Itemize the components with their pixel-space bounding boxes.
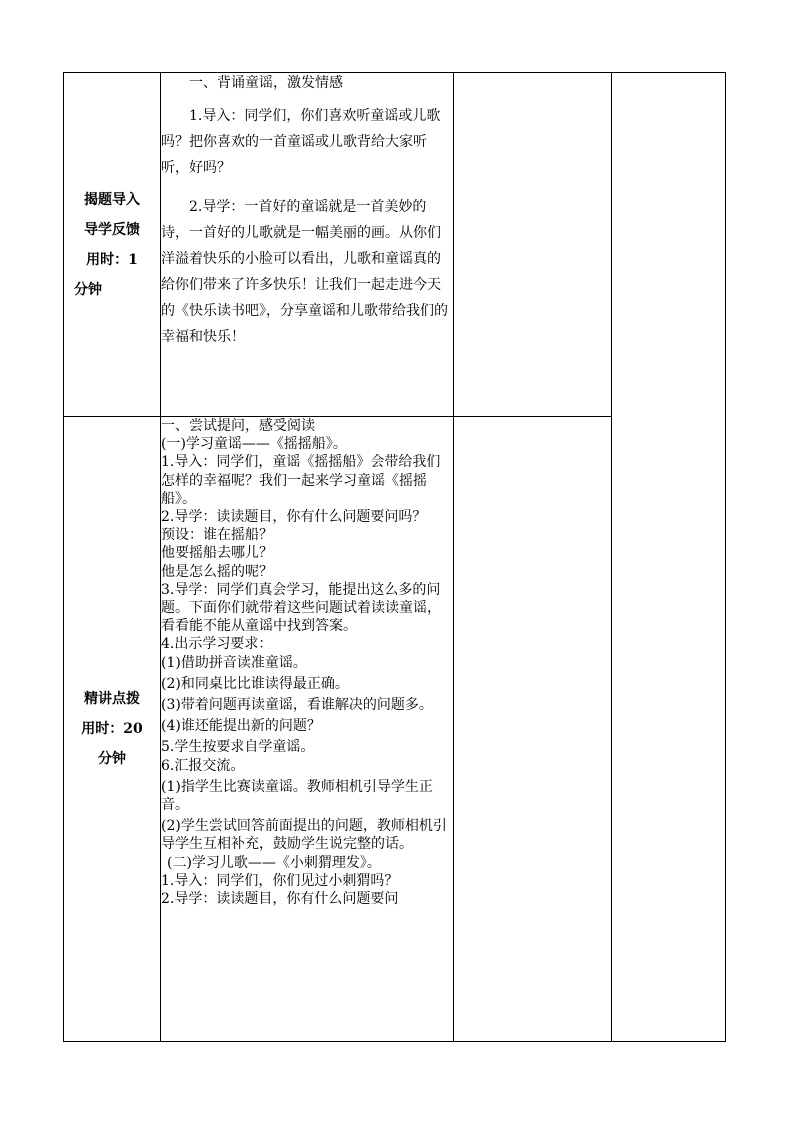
content-line: (2)学生尝试回答前面提出的问题，教师相机引导学生互相补充，鼓励学生说完整的话。 (161, 818, 447, 853)
stage-label-line: 用时：20 (81, 721, 143, 737)
content-line: (2)和同桌比比谁读得最正确。 (161, 675, 349, 692)
blank-cell (454, 73, 612, 417)
content-line: 2.导学：读读题目，你有什么问题要问 (161, 891, 399, 908)
content-line: 1.导入：同学们，你们见过小刺猬吗？ (161, 872, 399, 889)
lesson-plan-table (63, 72, 726, 1042)
content-line: 他要摇船去哪儿？ (161, 545, 273, 562)
content-line: (4)谁还能提出新的问题？ (161, 718, 321, 735)
stage-label-intro (64, 73, 161, 417)
table-row-intro (64, 73, 726, 417)
stage-label-line: 揭题导入 (84, 191, 140, 208)
teaching-content-explain (161, 417, 454, 1042)
blank-cell (454, 417, 612, 1042)
content-line: (一)学习童谣——《摇摇船》。 (161, 436, 347, 453)
content-paragraph: 1.导入：同学们，你们喜欢听童谣或儿歌吗？把你喜欢的一首童谣或儿歌背给大家听听，好吗？ (161, 108, 441, 176)
blank-cell-merged (612, 73, 726, 1042)
content-line: 一、尝试提问，感受阅读 (161, 418, 315, 434)
content-line: 1.导入：同学们，童谣《摇摇船》会带给我们怎样的幸福呢？我们一起来学习童谣《摇摇船》。 (161, 454, 441, 507)
content-line: (1)借助拼音读准童谣。 (161, 654, 307, 671)
content-line: 他是怎么摇的呢？ (161, 563, 273, 580)
stage-label-line: 分钟 (98, 751, 126, 767)
content-line: (3)带着问题再读童谣，看谁解决的问题多。 (161, 697, 433, 714)
stage-label-line: 分钟 (74, 281, 102, 298)
content-line: 6.汇报交流。 (161, 757, 245, 774)
section-heading: 一、背诵童谣，激发情感 (189, 75, 343, 91)
content-line: 5.学生按要求自学童谣。 (161, 739, 315, 756)
content-paragraph: 2.导学：一首好的童谣就是一首美妙的诗，一首好的儿歌就是一幅美丽的画。从你们洋溢着快乐的小脸可以看出，儿歌和童谣真的给你们带来了许多快乐！让我们一起走进今天的《快乐读书吧》，分享童谣和儿歌带给我们的幸福和快乐！ (161, 199, 448, 345)
content-line: 3.导学：同学们真会学习，能提出这么多的问题。下面你们就带着这些问题试着读读童谣，看看能不能从童谣中找到答案。 (161, 581, 441, 635)
content-line: (二)学习儿歌——《小刺猬理发》。 (167, 854, 381, 871)
content-line: 4.出示学习要求： (161, 636, 273, 653)
teaching-content-intro (161, 73, 454, 417)
content-line: 2.导学：读读题目，你有什么问题要问吗？ (161, 509, 427, 526)
stage-label-line: 精讲点拨 (84, 691, 140, 707)
content-line: 预设：谁在摇船？ (161, 527, 273, 544)
stage-label-line: 导学反馈 (84, 221, 140, 238)
stage-label-explain (64, 417, 161, 1042)
stage-label-line: 用时：1 (86, 251, 138, 268)
content-line: (1)指学生比赛读童谣。教师相机引导学生正音。 (161, 778, 433, 814)
